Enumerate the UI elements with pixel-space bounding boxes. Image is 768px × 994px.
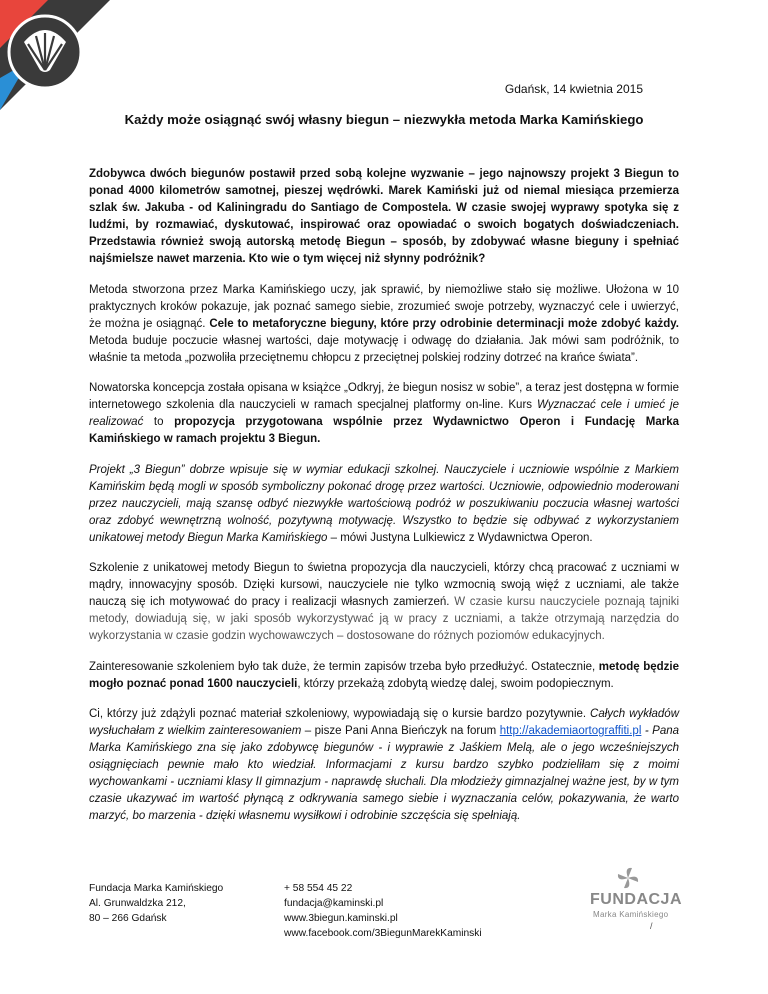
bold-text: metodę będzie mogło poznać ponad 1600 nauczycieli (89, 660, 679, 690)
facebook-link[interactable]: www.facebook.com/3BiegunMarekKaminski (284, 928, 482, 939)
text: to (153, 416, 164, 428)
article-body (89, 166, 679, 839)
text: Zainteresowanie szkoleniem było tak duże, że termin zapisów trzeba było przedłużyć. Ostatecznie, (89, 660, 596, 673)
paragraph-method (89, 282, 679, 367)
paragraph-training (89, 560, 679, 645)
quote-text: - Pana Marka Kamińskiego zna się jako zdobywcę biegunów - i wyprawie z Jaśkiem Melą, ale o jego wcześniejszych osiągnięciach pewnie mało kto wiedział. Informacjami z kursu bardzo szybko podzieliłam się z moimi wychowankami - uczniami klasy II gimnazjum - naprawdę słuchali. Dla młodzieży gimnazjalnej ważne jest, by w tym czasie ukazywać im wartość płynącą z odkrywania samego siebie i wyznaczania celów, pokazywania, że warto marzyć, bo marzenia - dzięki własnemu wysiłkowi i odrobinie szczęścia się spełniają. (89, 725, 680, 822)
street: Al. Grunwaldzka 212, (89, 898, 186, 909)
text: Metoda buduje poczucie własnej wartości, daje motywację i odwagę do działania. Jak mówi sam podróżnik, to właśnie ta metoda „pozwoliła przeciętnemu chłopcu z przeciętnej polskiej rodziny dotrzeć na krańce świata”. (89, 334, 679, 364)
org-name: Fundacja Marka Kamińskiego (89, 883, 224, 894)
lead-paragraph: Zdobywca dwóch biegunów postawił przed sobą kolejne wyzwanie – jego najnowszy projekt 3 Biegun to ponad 4000 kilometrów samotnej, pieszej wędrówki. Marek Kamiński już od niemal miesiąca przemierza szlak św. Jakuba - od Kaliningradu do Santiago de Compostela. W czasie swojej wyprawy spotyka się z ludźmi, by rozmawiać, dyskutować, inspirować oraz opowiadać o swoich bogatych doświadczeniach. Przedstawia również swoją autorską metodę Biegun – sposób, by zdobywać własne bieguny i spełniać najśmielsze nawet marzenia. Kto wie o tym więcej niż słynny podróżnik? (89, 168, 679, 265)
text: Metoda stworzona przez Marka Kamińskiego uczy, jak sprawić, by niemożliwe stało się możliwe. Ułożona w 10 praktycznych kroków pokazuje, jak poznać samego siebie, zrozumieć swoje potrzeby, wyznaczyć cele i uwierzyć, że można je osiągnąć. (89, 283, 679, 330)
paragraph-feedback (89, 706, 679, 825)
paragraph-course (89, 380, 679, 448)
document-date: Gdańsk, 14 kwietnia 2015 (504, 82, 643, 96)
city: 80 – 266 Gdańsk (89, 913, 167, 924)
text: Szkolenie z unikatowej metody Biegun to świetna propozycja dla nauczycieli, którzy chcą pracować z uczniami w mądry, innowacyjny sposób. Dzięki kursowi, nauczyciele nie tylko wzmocnią swoją więź z uczniami, ale także nauczą się ich motywować do pracy i realizacji własnych zamierzeń. (89, 562, 679, 608)
footer-contact (284, 881, 482, 941)
quote-attribution: – mówi Justyna Lulkiewicz z Wydawnictwa Operon. (330, 531, 593, 544)
footer-address (89, 881, 223, 926)
page-mark: / (650, 921, 653, 931)
bold-text: Cele to metaforyczne bieguny, które przy odrobinie determinacji może zdobyć każdy. (209, 317, 679, 330)
logo-text: FUNDACJA (590, 891, 682, 908)
paragraph-quote (89, 462, 679, 547)
website-link[interactable]: www.3biegun.kaminski.pl (284, 913, 398, 924)
text: , którzy przekażą zdobytą wiedzę dalej, swoim podopiecznym. (297, 677, 614, 690)
text: Nowatorska koncepcja została opisana w książce „Odkryj, że biegun nosisz w sobie”, a teraz jest dostępna w formie internetowego szkolenia dla nauczycieli w ramach specjalnej platformy on-line. Kurs (89, 382, 679, 411)
gray-text: W czasie kursu nauczyciele poznają tajniki metody, dowiadują się, w jaki sposób wykorzystywać ją w pracy z uczniami, a także otrzymają narzędzia do wykorzystania w czasie godzin wychowawczych – dostosowane do różnych poziomów edukacyjnych. (89, 596, 679, 642)
bold-text: propozycja przygotowana wspólnie przez Wydawnictwo Operon i Fundację Marka Kamińskiego w ramach projektu 3 Biegun. (89, 416, 680, 445)
text: Ci, którzy już zdążyli poznać materiał szkoleniowy, wypowiadają się o kursie bardzo pozytywnie. (89, 708, 587, 720)
quote-text: Całych wykładów wysłuchałam z wielkim zainteresowaniem (89, 708, 679, 737)
compass-shell-logo (0, 0, 110, 110)
quote-text: Projekt „3 Biegun” dobrze wpisuje się w wymiar edukacji szkolnej. Nauczyciele i uczniowie wspólnie z Markiem Kamińskim będą mogli w sposób symboliczny pokonać drogę przez wartości. Uczniowie, odpowiednio moderowani przez nauczycieli, mają szansę odbyć niezwykłe wartościową podróż w poszukiwaniu poczucia własnej wartości oraz zdobyć wewnętrzną wolność, pozytywną motywację. Wszystko to będzie się odbywać z wykorzystaniem unikatowej metody Biegun Marka Kamińskiego (89, 463, 679, 544)
document-title: Każdy może osiągnąć swój własny biegun – niezwykła metoda Marka Kamińskiego (124, 112, 644, 127)
forum-link[interactable]: http://akademiaortograffiti.pl (499, 725, 642, 737)
course-name: Wyznaczać cele i umieć je realizować (89, 399, 679, 428)
logo-subtext: Marka Kamińskiego (593, 910, 669, 919)
text: – pisze Pani Anna Bieńczyk na forum (304, 725, 497, 737)
email[interactable]: fundacja@kaminski.pl (284, 898, 384, 909)
pinwheel-icon (608, 865, 648, 891)
phone: + 58 554 45 22 (284, 883, 353, 894)
paragraph-interest (89, 659, 679, 693)
fundacja-logo (578, 865, 682, 935)
